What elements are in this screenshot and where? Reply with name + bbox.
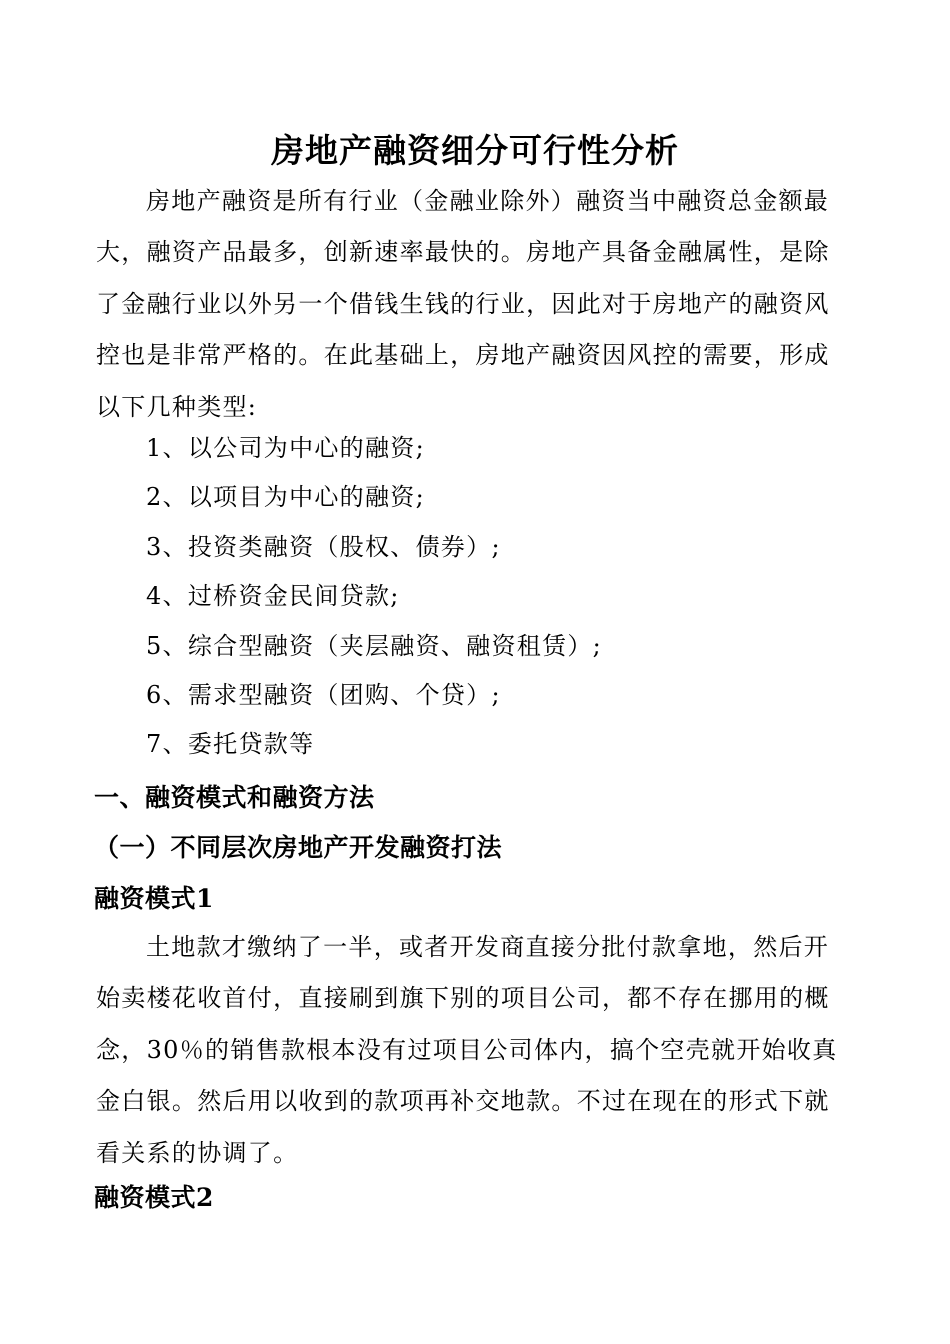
mode1-line: 金白银。然后用以收到的款项再补交地款。不过在现在的形式下就	[96, 1087, 830, 1116]
list-item: 3、投资类融资（股权、债券）;	[146, 532, 501, 561]
list-item: 1、以公司为中心的融资;	[146, 434, 425, 462]
financing-types-list	[146, 424, 846, 770]
mode1-heading: 融资模式1	[94, 884, 214, 913]
list-item: 2、以项目为中心的融资;	[146, 483, 425, 512]
mode2-heading: 融资模式2	[94, 1183, 214, 1212]
intro-line: 控也是非常严格的。在此基础上，房地产融资因风控的需要，形成	[96, 341, 830, 370]
intro-line: 大，融资产品最多，创新速率最快的。房地产具备金融属性，是除	[96, 238, 830, 267]
intro-line: 以下几种类型:	[96, 392, 258, 421]
list-item: 4、过桥资金民间贷款;	[146, 582, 400, 611]
mode1-line: 念，30％的销售款根本没有过项目公司体内，搞个空壳就开始收真	[96, 1035, 838, 1064]
list-item: 5、综合型融资（夹层融资、融资租赁）;	[146, 631, 603, 660]
list-item: 7、委托贷款等	[146, 730, 315, 759]
document-title: 房地产融资细分可行性分析	[271, 131, 679, 170]
intro-paragraph	[96, 176, 854, 433]
list-item: 6、需求型融资（团购、个贷）;	[146, 681, 501, 710]
mode1-paragraph	[96, 922, 854, 1179]
mode1-line: 看关系的协调了。	[96, 1138, 299, 1167]
mode1-line: 始卖楼花收首付，直接刷到旗下别的项目公司，都不存在挪用的概	[96, 984, 830, 1013]
section-heading: 一、融资模式和融资方法	[94, 783, 375, 812]
mode1-line: 土地款才缴纳了一半，或者开发商直接分批付款拿地，然后开	[146, 933, 830, 961]
intro-line: 房地产融资是所有行业（金融业除外）融资当中融资总金额最	[146, 187, 830, 215]
intro-line: 了金融行业以外另一个借钱生钱的行业，因此对于房地产的融资风	[96, 289, 830, 318]
subsection-heading: （一）不同层次房地产开发融资打法	[94, 833, 503, 862]
